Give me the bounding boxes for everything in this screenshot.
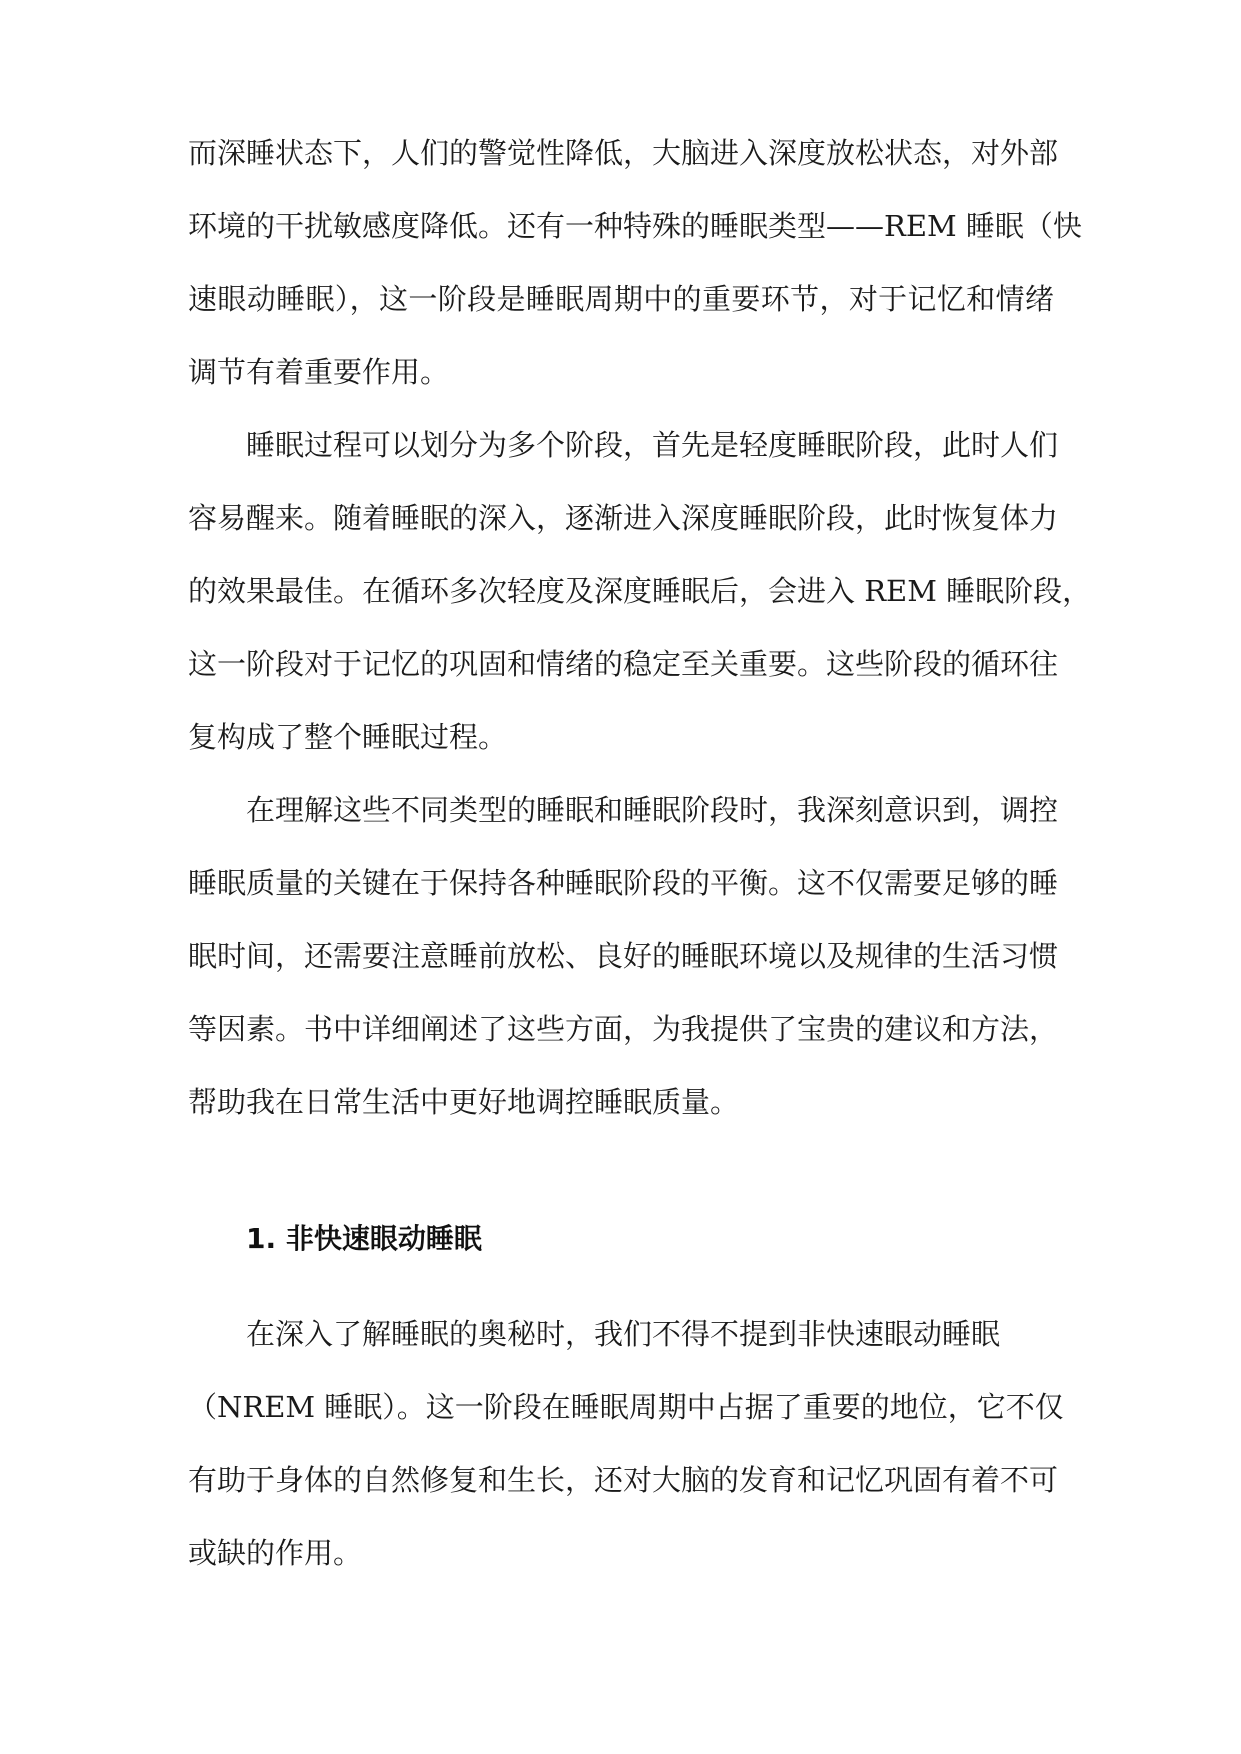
section-heading: 1. 非快速眼动睡眠 (246, 1222, 482, 1255)
paragraph-line: 在深入了解睡眠的奥秘时，我们不得不提到非快速眼动睡眠 (246, 1317, 1001, 1351)
paragraph-line: 等因素。书中详细阐述了这些方面，为我提供了宝贵的建议和方法， (188, 1012, 1059, 1046)
paragraph-1 (188, 117, 1082, 409)
paragraph-line: 在理解这些不同类型的睡眠和睡眠阶段时，我深刻意识到，调控 (246, 793, 1059, 827)
paragraph-line: 调节有着重要作用。 (188, 355, 450, 389)
paragraph-line: 眠时间，还需要注意睡前放松、良好的睡眠环境以及规律的生活习惯 (188, 939, 1059, 973)
paragraph-line: 帮助我在日常生活中更好地调控睡眠质量。 (188, 1085, 740, 1119)
paragraph-line: 这一阶段对于记忆的巩固和情绪的稳定至关重要。这些阶段的循环往 (188, 647, 1059, 681)
paragraph-line: 容易醒来。随着睡眠的深入，逐渐进入深度睡眠阶段，此时恢复体力 (188, 501, 1059, 535)
paragraph-line: 而深睡状态下，人们的警觉性降低，大脑进入深度放松状态，对外部 (188, 136, 1059, 170)
paragraph-line: 睡眠过程可以划分为多个阶段，首先是轻度睡眠阶段，此时人们 (246, 428, 1059, 462)
paragraph-line: 有助于身体的自然修复和生长，还对大脑的发育和记忆巩固有着不可 (188, 1463, 1059, 1497)
paragraph-line: 睡眠质量的关键在于保持各种睡眠阶段的平衡。这不仅需要足够的睡 (188, 866, 1059, 900)
paragraph-line: 复构成了整个睡眠过程。 (188, 720, 508, 754)
paragraph-line: 的效果最佳。在循环多次轻度及深度睡眠后，会进入 REM 睡眠阶段， (188, 574, 1092, 608)
paragraph-3 (188, 774, 1059, 1139)
paragraph-line: 或缺的作用。 (188, 1536, 363, 1570)
paragraph-line: 速眼动睡眠），这一阶段是睡眠周期中的重要环节，对于记忆和情绪 (188, 282, 1054, 316)
paragraph-4 (188, 1298, 1064, 1590)
paragraph-2 (188, 409, 1092, 774)
paragraph-line: 环境的干扰敏感度降低。还有一种特殊的睡眠类型——REM 睡眠（快 (188, 209, 1082, 243)
paragraph-line: （NREM 睡眠）。这一阶段在睡眠周期中占据了重要的地位，它不仅 (188, 1390, 1064, 1424)
